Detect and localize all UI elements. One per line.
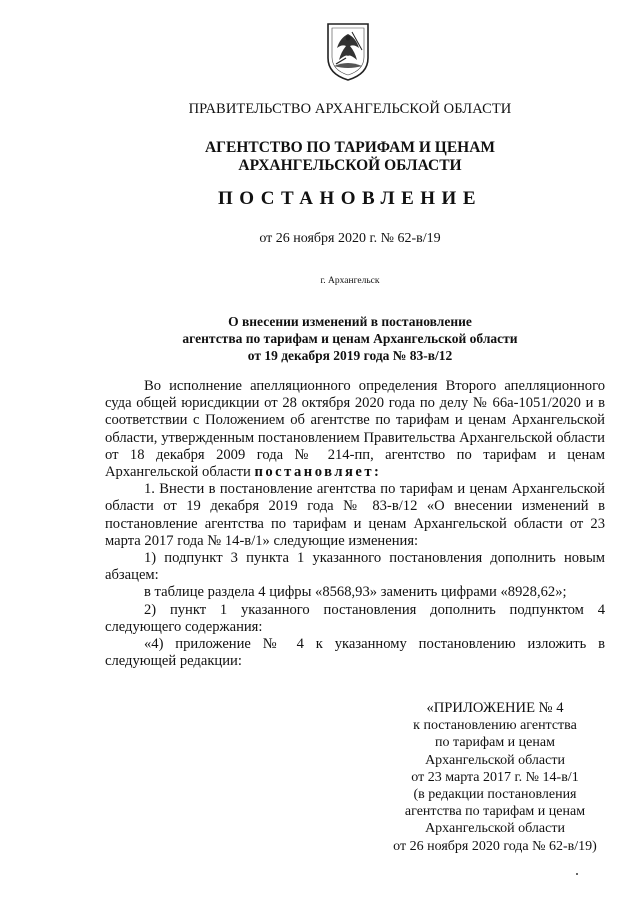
appendix-line4: Архангельской области [425, 752, 565, 768]
subject-line1: О внесении изменений в постановление [228, 314, 472, 329]
appendix-line3: по тарифам и ценам [435, 735, 555, 751]
appendix-line6: (в редакции постановления [413, 787, 577, 803]
subject-line2: агентства по тарифам и ценам Архангельской области [182, 331, 518, 346]
appendix-line5: от 23 марта 2017 г. № 14-в/1 [411, 769, 579, 785]
coat-of-arms-icon [326, 20, 370, 82]
paragraph-preamble [105, 378, 605, 481]
appendix-header [370, 700, 620, 855]
appendix-line9: от 26 ноября 2020 года № 62-в/19) [393, 838, 597, 854]
government-name: ПРАВИТЕЛЬСТВО АРХАНГЕЛЬСКОЙ ОБЛАСТИ [188, 101, 512, 117]
scan-speck [576, 873, 578, 875]
agency-name-line1: АГЕНТСТВО ПО ТАРИФАМ И ЦЕНАМ [204, 139, 496, 156]
paragraph-table-change: в таблице раздела 4 цифры «8568,93» заменить цифрами «8928,62»; [144, 584, 567, 601]
paragraph-subitem-2: 2) пункт 1 указанного постановления дополнить подпунктом 4 следующего содержания: [105, 601, 605, 635]
appendix-line8: Архангельской области [425, 821, 565, 837]
paragraph-subitem-1: 1) подпункт 3 пункта 1 указанного постановления дополнить новым абзацем: [105, 550, 605, 584]
decree-word: постановляет: [254, 464, 382, 481]
document-type-title: ПОСТАНОВЛЕНИЕ [217, 188, 483, 209]
preamble-text: Во исполнение апелляционного определения Второго апелляционного суда общей юрисдикции от 28 октября 2020 года по делу № 66а-1051/2020 и в соответствии с Положением об агентстве по тарифам и ценам Архангельской области, утвержденным постановлением Правительства Архангельской области от 18 декабря 2009 года № 214-пп, агентство по тарифам и ценам Архангельской области [105, 378, 605, 481]
appendix-line7: агентства по тарифам и ценам [404, 804, 586, 820]
subject-line3: от 19 декабря 2019 года № 83-в/12 [247, 348, 453, 363]
appendix-line1: «ПРИЛОЖЕНИЕ № 4 [426, 700, 564, 716]
document-body [105, 378, 605, 670]
paragraph-appendix-intro: «4) приложение № 4 к указанному постановлению изложить в следующей редакции: [105, 636, 605, 670]
document-subject [0, 313, 640, 364]
appendix-line2: к постановлению агентства [413, 718, 577, 734]
document-date-number: от 26 ноября 2020 г. № 62-в/19 [259, 231, 441, 246]
document-city: г. Архангельск [320, 276, 380, 286]
agency-name [0, 139, 640, 175]
paragraph-item-1: 1. Внести в постановление агентства по тарифам и ценам Архангельской области от 19 декабря 2019 года № 83-в/12 «О внесении изменений в постановление агентства по тарифам и ценам Архангельской области от 23 марта 2017 года № 14-в/1» следующие изменения: [105, 481, 605, 549]
agency-name-line2: АРХАНГЕЛЬСКОЙ ОБЛАСТИ [238, 157, 462, 174]
